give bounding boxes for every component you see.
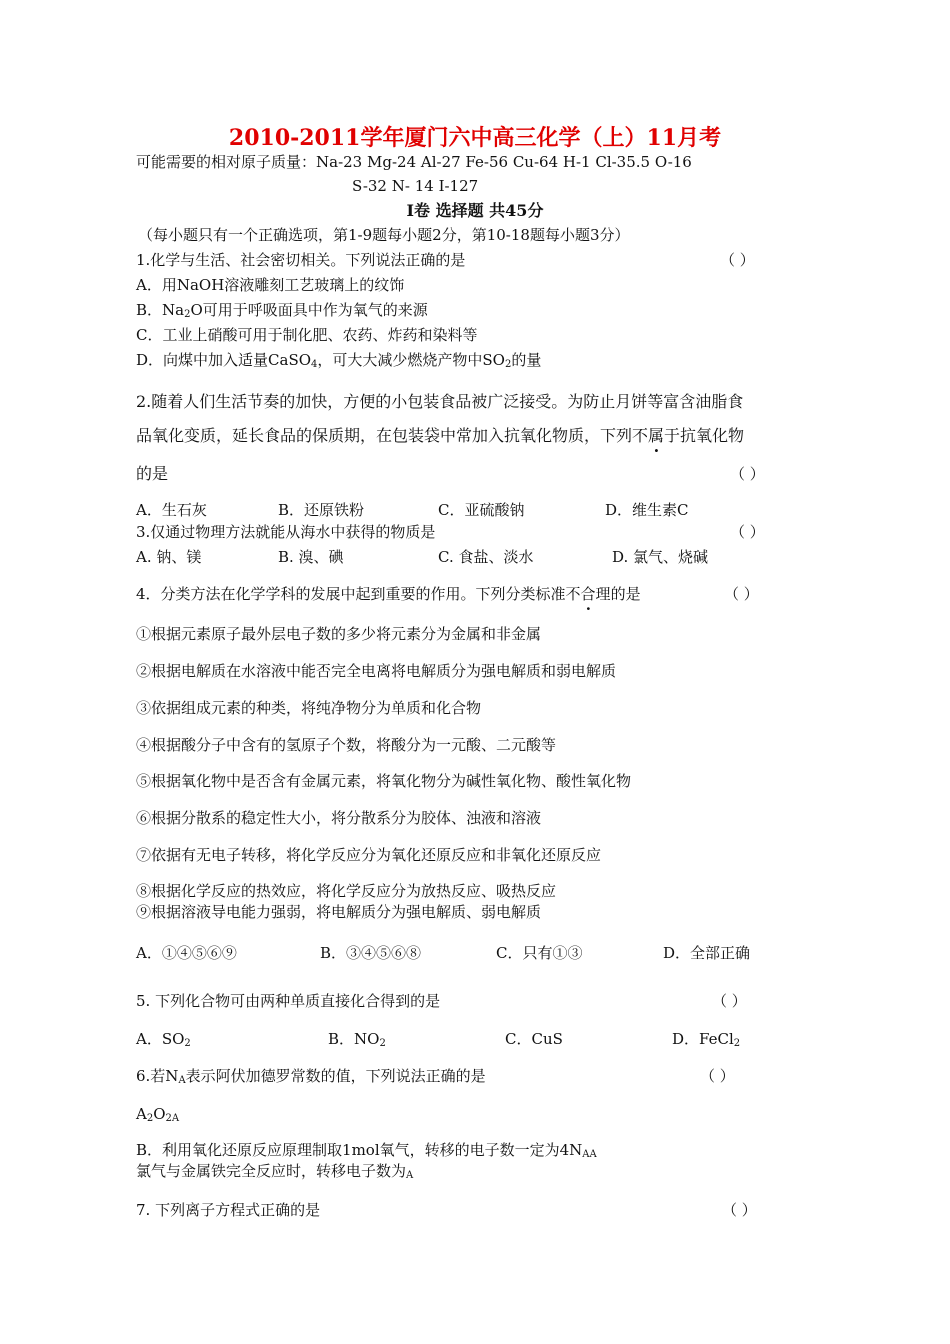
q4-option-c: C．只有①③ xyxy=(496,944,583,962)
q2-emphasis: 不属于 xyxy=(632,426,681,445)
q4-item-3: ③依据组成元素的种类，将纯净物分为单质和化合物 xyxy=(136,699,482,717)
q4-stem: 4．分类方法在化学学科的发展中起到重要的作用。下列分类标准不合理的是 xyxy=(136,585,641,603)
atomic-masses-line1: 可能需要的相对原子质量：Na-23 Mg-24 Al-27 Fe-56 Cu-64 H-1 Cl-35.5 O-16 xyxy=(136,153,692,171)
q6-stem: 6.若$N_A$表示阿伏加德罗常数的值，下列说法正确的是 xyxy=(136,1067,486,1086)
q4-item-4: ④根据酸分子中含有的氢原子个数，将酸分为一元酸、二元酸等 xyxy=(136,736,557,754)
q2-option-c: C．亚硫酸钠 xyxy=(438,501,525,519)
atomic-masses-line2: S-32 N- 14 I-127 xyxy=(352,177,479,195)
q4-item-1: ①根据元素原子最外层电子数的多少将元素分为金属和非金属 xyxy=(136,625,542,643)
section-title: I卷 选择题 共45分 xyxy=(406,201,544,220)
q2-option-d: D．维生素C xyxy=(605,501,689,519)
q5-stem: 5. 下列化合物可由两种单质直接化合得到的是 xyxy=(136,992,441,1010)
q1-answer-paren: （ ） xyxy=(720,251,755,269)
q7-answer-paren: （ ） xyxy=(722,1201,757,1219)
q5-option-a: A．$SO_2$ xyxy=(136,1030,191,1049)
q2-stem-line1: 2.随着人们生活节奏的加快，方便的小包装食品被广泛接受。为防止月饼等富含油脂食 xyxy=(136,392,744,411)
q4-item-6: ⑥根据分散系的稳定性大小，将分散系分为胶体、浊液和溶液 xyxy=(136,809,542,827)
q6-option-c: 氯气与金属铁完全反应时，转移电子数为$_A$ xyxy=(136,1162,414,1181)
q5-answer-paren: （ ） xyxy=(712,992,747,1010)
q3-answer-paren: （ ） xyxy=(730,523,765,541)
q5-option-b: B．$NO_2$ xyxy=(328,1030,386,1049)
q2-stem-line3: 的是 xyxy=(136,464,169,483)
q4-option-a: A．①④⑤⑥⑨ xyxy=(136,944,237,962)
q2-option-b: B．还原铁粉 xyxy=(278,501,365,519)
q4-option-d: D．全部正确 xyxy=(663,944,751,962)
q1-stem: 1.化学与生活、社会密切相关。下列说法正确的是 xyxy=(136,251,466,269)
q7-stem: 7. 下列离子方程式正确的是 xyxy=(136,1201,321,1219)
q3-stem: 3.仅通过物理方法就能从海水中获得的物质是 xyxy=(136,523,436,541)
q1-option-a: A．用NaOH溶液雕刻工艺玻璃上的纹饰 xyxy=(136,276,405,294)
q2-option-a: A．生石灰 xyxy=(136,501,207,519)
q6-option-b: B．利用氧化还原反应原理制取1mol氧气，转移的电子数一定为$4N_{AA}$ xyxy=(136,1141,597,1160)
q6-answer-paren: （ ） xyxy=(700,1067,735,1085)
q3-option-c: C. 食盐、淡水 xyxy=(438,548,534,566)
q4-emphasis: 不合理 xyxy=(565,585,611,603)
q4-item-5: ⑤根据氧化物中是否含有金属元素，将氧化物分为碱性氧化物、酸性氧化物 xyxy=(136,772,632,790)
q4-item-7: ⑦依据有无电子转移，将化学反应分为氧化还原反应和非氧化还原反应 xyxy=(136,846,602,864)
q1-option-b: B．$Na_2O$可用于呼吸面具中作为氧气的来源 xyxy=(136,301,428,320)
q3-option-b: B. 溴、碘 xyxy=(278,548,344,566)
page-title: 2010-2011学年厦门六中高三化学（上）11月考 xyxy=(228,125,722,151)
q5-option-c: C．CuS xyxy=(505,1030,563,1048)
q1-option-d: D．向煤中加入适量CaSO$_4$，可大大减少燃烧产物中$SO_2$的量 xyxy=(136,351,542,370)
q2-stem-line2: 品氧化变质，延长食品的保质期，在包装袋中常加入抗氧化物质，下列不属于抗氧化物 xyxy=(136,426,745,445)
q2-answer-paren: （ ） xyxy=(730,465,765,483)
q4-item-2: ②根据电解质在水溶液中能否完全电离将电解质分为强电解质和弱电解质 xyxy=(136,662,617,680)
q4-item-9: ⑨根据溶液导电能力强弱，将电解质分为强电解质、弱电解质 xyxy=(136,903,542,921)
q4-option-b: B．③④⑤⑥⑧ xyxy=(320,944,422,962)
q6-option-a: $A_2O_{2A}$ xyxy=(136,1105,180,1124)
q3-option-a: A. 钠、镁 xyxy=(136,548,202,566)
section-note: （每小题只有一个正确选项，第1-9题每小题2分，第10-18题每小题3分） xyxy=(138,226,630,244)
q5-option-d: D．FeCl$_2$ xyxy=(672,1030,741,1049)
q3-option-d: D. 氯气、烧碱 xyxy=(612,548,709,566)
q4-answer-paren: （ ） xyxy=(724,585,759,603)
q4-item-8: ⑧根据化学反应的热效应，将化学反应分为放热反应、吸热反应 xyxy=(136,882,557,900)
q1-option-c: C．工业上硝酸可用于制化肥、农药、炸药和染料等 xyxy=(136,326,478,344)
